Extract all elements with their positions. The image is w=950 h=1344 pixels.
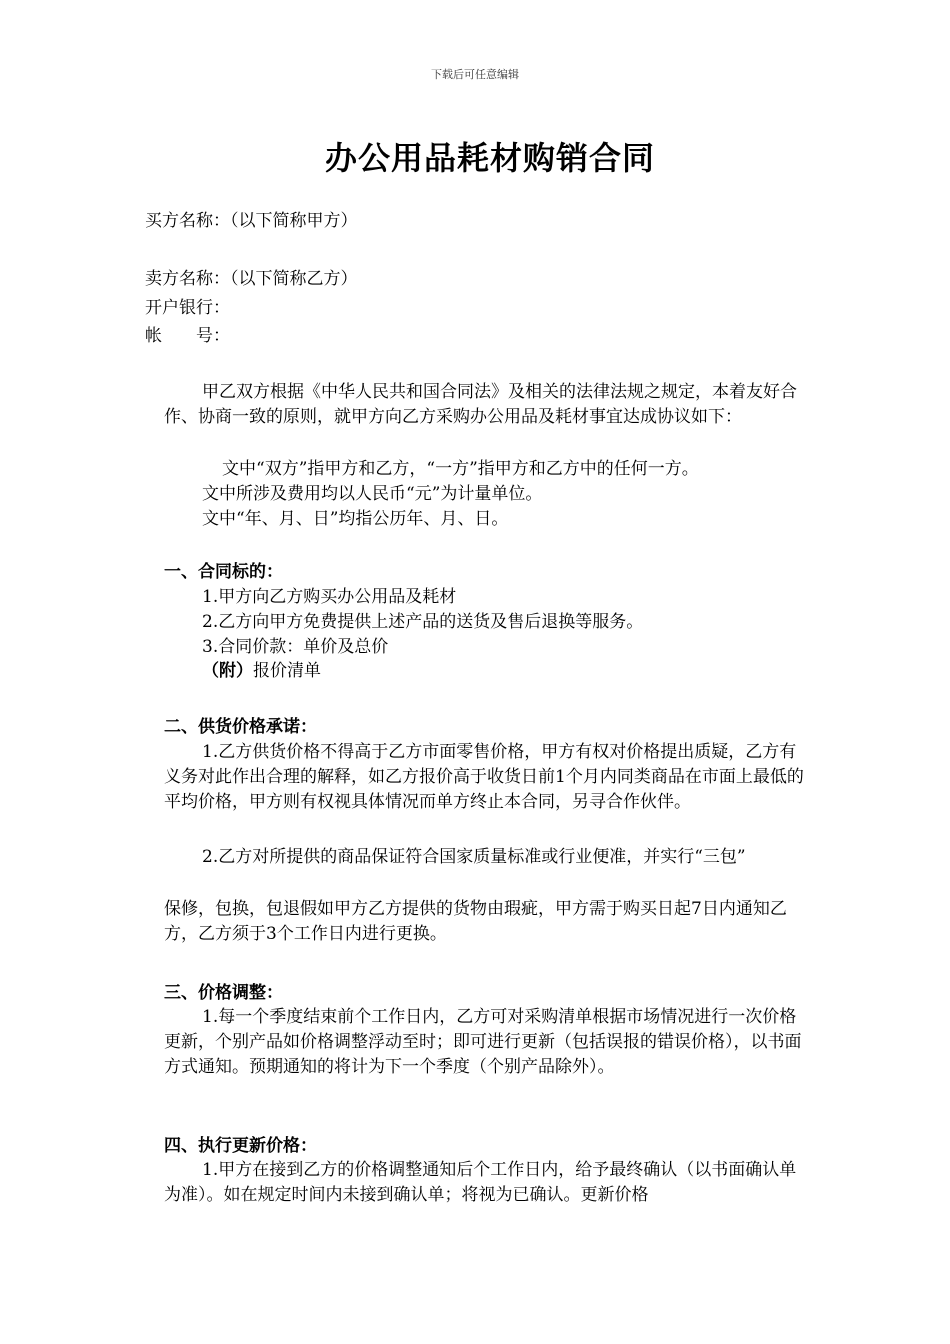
account-line: 帐 号：: [145, 326, 230, 346]
intro-definition-parties: 文中“双方”指甲方和乙方，“一方”指甲方和乙方中的任何一方。: [222, 459, 699, 479]
intro-definition-currency: 文中所涉及费用均以人民币“元”为计量单位。: [202, 484, 543, 504]
section-3-paragraph-1: 1.每一个季度结束前个工作日内，乙方可对采购清单根据市场情况进行一次价格更新，个别产品如价格调整浮动至时；即可进行更新（包括误报的错误价格），以书面方式通知。预期通知的将计为下一个季度（个别产品除外）。: [164, 1007, 802, 1077]
section-1-item-3: 3.合同价款：单价及总价: [202, 637, 389, 657]
intro-definition-dates: 文中“年、月、日”均指公历年、月、日。: [202, 509, 509, 529]
section-1-heading: 一、合同标的：: [164, 562, 283, 582]
attachment-marker: （附）: [202, 661, 253, 681]
section-2-paragraph-2: 2.乙方对所提供的商品保证符合国家质量标准或行业便准，并实行“三包”: [202, 847, 746, 867]
header-note: 下载后可任意编辑: [431, 68, 519, 81]
section-3-heading: 三、价格调整：: [164, 983, 283, 1003]
section-2-paragraph-1: 1.乙方供货价格不得高于乙方市面零售价格，甲方有权对价格提出质疑，乙方有义务对此作出合理的解释，如乙方报价高于收货日前1个月内同类商品在市面上最低的平均价格，甲方则有权视具体情况而单方终止本合同，另寻合作伙伴。: [164, 742, 804, 812]
section-1-item-1: 1.甲方向乙方购买办公用品及耗材: [202, 587, 457, 607]
section-1-item-2: 2.乙方向甲方免费提供上述产品的送货及售后退换等服务。: [202, 612, 644, 632]
section-2-heading: 二、供货价格承诺：: [164, 717, 317, 737]
section-4-heading: 四、执行更新价格：: [164, 1136, 317, 1156]
section-4-paragraph-1: 1.甲方在接到乙方的价格调整通知后个工作日内，给予最终确认（以书面确认单为准）。如在规定时间内未接到确认单；将视为已确认。更新价格: [164, 1160, 797, 1205]
attachment-label: 报价清单: [253, 661, 321, 681]
seller-name-line: 卖方名称：（以下简称乙方）: [145, 269, 358, 289]
section-2-paragraph-3: 保修，包换，包退假如甲方乙方提供的货物由瑕疵，甲方需于购买日起7日内通知乙方，乙方须于3个工作日内进行更换。: [164, 899, 787, 944]
section-1-attachment: [202, 658, 321, 684]
intro-paragraph: 甲乙双方根据《中华人民共和国合同法》及相关的法律法规之规定，本着友好合作、协商一致的原则，就甲方向乙方采购办公用品及耗材事宜达成协议如下：: [164, 382, 797, 427]
buyer-name-line: 买方名称：（以下简称甲方）: [145, 211, 358, 231]
bank-line: 开户银行：: [145, 298, 230, 318]
document-title: 办公用品耗材购销合同: [324, 139, 655, 177]
